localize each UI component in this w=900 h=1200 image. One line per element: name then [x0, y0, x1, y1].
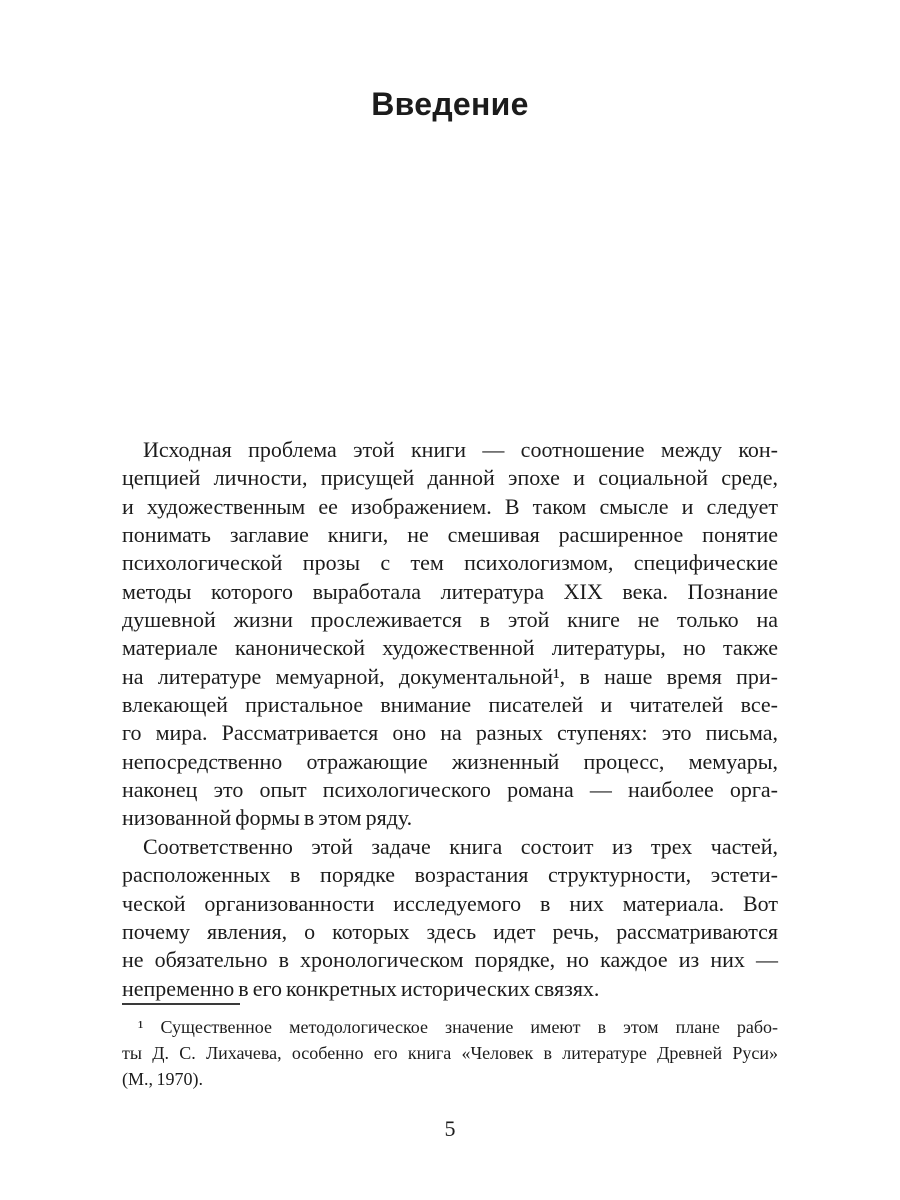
text-line: и художественным ее изображением. В таком смысле и следует: [122, 493, 778, 519]
text-line: ¹ Существенное методологическое значение имеют в этом плане рабо-: [138, 1017, 778, 1037]
footnote: [122, 1014, 778, 1093]
text-line: цепцией личности, присущей данной эпохе и социальной среде,: [122, 465, 778, 491]
text-line: ческой организованности исследуемого в них материала. Вот: [122, 890, 778, 916]
page-title: Введение: [371, 86, 529, 122]
text-line: Исходная проблема этой книги — соотношение между кон-: [143, 437, 778, 462]
text-line: на литературе мемуарной, документальной¹, в наше время при-: [122, 663, 778, 689]
text-line: го мира. Рассматривается оно на разных ступенях: это письма,: [122, 720, 778, 746]
text-line: почему явления, о которых здесь идет речь, рассматриваются: [122, 918, 778, 944]
page-number: 5: [444, 1116, 456, 1141]
text-line: низованной формы в этом ряду.: [122, 805, 413, 831]
text-line: не обязательно в хронологическом порядке, но каждое из них —: [122, 947, 778, 973]
paragraph: [122, 833, 778, 1003]
text-line: Соответственно этой задаче книга состоит из трех частей,: [143, 833, 778, 859]
text-line: методы которого выработала литература XIX века. Познание: [122, 578, 778, 604]
text-line: ты Д. С. Лихачева, особенно его книга «Человек в литературе Древней Руси»: [122, 1043, 778, 1064]
text-line: влекающей пристальное внимание писателей и читателей все-: [122, 692, 778, 718]
text-line: психологической прозы с тем психологизмом, специфические: [122, 550, 778, 576]
footnote-divider: [122, 1003, 240, 1005]
text-line: (М., 1970).: [122, 1069, 203, 1090]
text-line: наконец это опыт психологического романа — наиболее орга-: [122, 777, 778, 803]
body-text: [122, 436, 778, 1003]
text-line: душевной жизни прослеживается в этой книге не только на: [122, 607, 778, 633]
paragraph: [122, 436, 778, 833]
text-line: непременно в его конкретных исторических связях.: [122, 975, 600, 1001]
text-line: понимать заглавие книги, не смешивая расширенное понятие: [122, 522, 778, 548]
text-line: материале канонической художественной литературы, но также: [122, 635, 778, 661]
text-line: расположенных в порядке возрастания структурности, эстети-: [122, 862, 778, 888]
text-line: непосредственно отражающие жизненный процесс, мемуары,: [122, 748, 778, 774]
